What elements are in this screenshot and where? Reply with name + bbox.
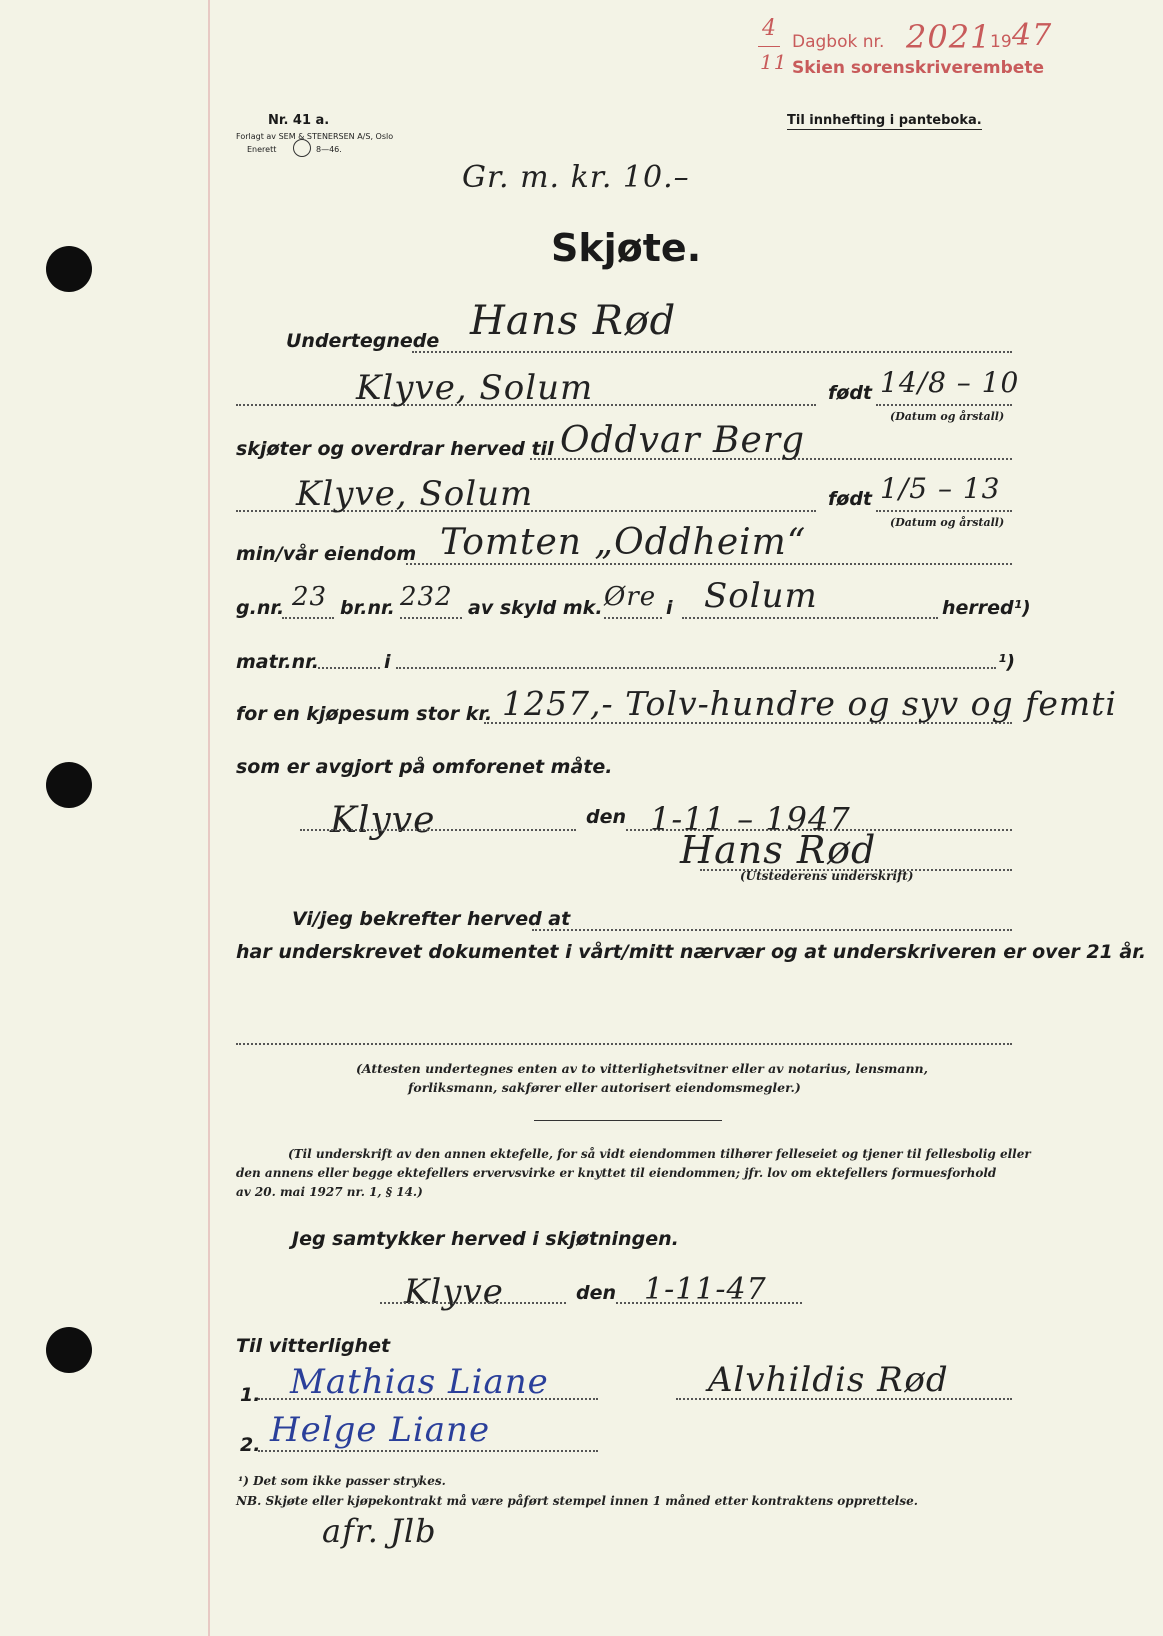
- stamp-year-hand: 47: [1012, 18, 1053, 53]
- place: Klyve: [330, 800, 436, 841]
- publisher-seal-icon: [293, 139, 311, 157]
- undertegnede-label: Undertegnede: [286, 330, 440, 352]
- fodt-label: født: [828, 488, 873, 510]
- margin-rule: [208, 0, 210, 1636]
- witnesses-label: Til vitterlighet: [236, 1335, 391, 1357]
- matr-end: ¹): [998, 651, 1016, 673]
- witness-text-2: har underskrevet dokumentet i vårt/mitt nærvær og at underskriveren er over 21 år.: [236, 941, 1147, 963]
- spouse-note-2: den annens eller begge ektefellers ervervsvirke er knyttet til eiendommen; jfr. lov om ektefellers formuesforhold: [236, 1166, 997, 1180]
- brnr-value: 232: [400, 582, 453, 612]
- fill-line: [682, 617, 938, 619]
- seller-signature: Hans Rød: [680, 828, 877, 872]
- datum-caption: (Datum og årstall): [890, 410, 1005, 423]
- attest-note-2: forliksmann, sakfører eller autorisert eiendomsmegler.): [408, 1080, 801, 1095]
- bottom-handwritten-note: afr. Jlb: [322, 1512, 437, 1550]
- fill-line: [876, 510, 1012, 512]
- gnr-value: 23: [292, 582, 328, 612]
- signature-caption: (Utstederens underskrift): [740, 869, 914, 883]
- skyld-label: av skyld mk.: [468, 597, 603, 619]
- spouse-note-1: (Til underskrift av den annen ektefelle, for så vidt eiendommen tilhører felleseiet og tjener til fellesbolig eller: [288, 1147, 1031, 1161]
- form-number: Nr. 41 a.: [268, 113, 330, 128]
- witness-number-2: 2.: [240, 1434, 261, 1456]
- matr-i-label: i: [384, 651, 391, 673]
- agreed-text: som er avgjort på omforenet måte.: [236, 756, 613, 778]
- matr-label: matr.nr.: [236, 651, 319, 673]
- herred-label: herred¹): [942, 597, 1031, 619]
- price-value: 1257,- Tolv-hundre og syv og femti: [502, 684, 1117, 723]
- fill-line: [604, 617, 662, 619]
- gnr-label: g.nr.: [236, 597, 285, 619]
- fill-line: [396, 667, 996, 669]
- fill-line: [412, 351, 1012, 353]
- separator-rule: [534, 1120, 722, 1121]
- den-label: den: [586, 806, 627, 828]
- datum-caption: (Datum og årstall): [890, 516, 1005, 529]
- property-label: min/vår eiendom: [236, 543, 417, 565]
- footnote-1: ¹) Det som ikke passer strykes.: [238, 1474, 446, 1488]
- spouse-signature: Alvhildis Rød: [708, 1360, 949, 1400]
- stamp-dagbok-number: 2021: [906, 18, 992, 56]
- skyld-value: Øre: [604, 582, 657, 612]
- fill-line: [406, 563, 1012, 565]
- price-label: for en kjøpesum stor kr.: [236, 703, 493, 725]
- witness-name-1: Mathias Liane: [290, 1362, 549, 1402]
- binding-note: Til innhefting i panteboka.: [787, 113, 982, 128]
- witness-name-2: Helge Liane: [270, 1410, 491, 1450]
- seller-address: Klyve, Solum: [356, 368, 594, 408]
- spouse-note-3: av 20. mai 1927 nr. 1, § 14.): [236, 1185, 423, 1199]
- property-name: Tomten „Oddheim“: [440, 522, 807, 563]
- fill-line: [400, 617, 462, 619]
- attest-note-1: (Attesten undertegnes enten av to vitterlighetsvitner eller av notarius, lensmann,: [356, 1061, 928, 1076]
- publisher-date: 8—46.: [316, 145, 342, 154]
- stamp-office: Skien sorenskriverembete: [792, 58, 1044, 78]
- publisher-line: Forlagt av SEM & STENERSEN A/S, Oslo: [236, 132, 394, 141]
- fill-line: [300, 829, 576, 831]
- seller-born: 14/8 – 10: [880, 366, 1020, 399]
- stamp-fraction-bottom: 11: [760, 50, 788, 74]
- witness-number-1: 1.: [240, 1384, 261, 1406]
- fee-note: Gr. m. kr. 10.–: [462, 160, 690, 195]
- stamp-year-print: 19: [990, 32, 1012, 52]
- brnr-label: br.nr.: [340, 597, 395, 619]
- fill-line: [282, 617, 334, 619]
- seller-name: Hans Rød: [470, 298, 677, 344]
- i-label: i: [666, 597, 673, 619]
- punch-hole: [46, 762, 92, 808]
- punch-hole: [46, 246, 92, 292]
- footnote-2: NB. Skjøte eller kjøpekontrakt må være påført stempel innen 1 måned etter kontraktens opprettelse.: [236, 1494, 918, 1508]
- witness-text-1: Vi/jeg bekrefter herved at: [292, 908, 571, 930]
- document-title: Skjøte.: [551, 226, 702, 270]
- stamp-dagbok-label: Dagbok nr.: [792, 32, 885, 52]
- buyer-address: Klyve, Solum: [296, 474, 534, 514]
- stamp-fraction-bar: [758, 46, 780, 47]
- registration-stamp: [760, 16, 1092, 102]
- buyer-born: 1/5 – 13: [880, 472, 1001, 505]
- herred-value: Solum: [704, 576, 818, 616]
- transfer-label: skjøter og overdrar herved til: [236, 438, 554, 460]
- consent-place: Klyve: [404, 1272, 504, 1312]
- fill-line: [380, 1302, 566, 1304]
- consent-date: 1-11-47: [644, 1272, 767, 1307]
- fill-line: [532, 929, 1012, 931]
- consent-text: Jeg samtykker herved i skjøtningen.: [292, 1228, 679, 1250]
- fill-line: [876, 404, 1012, 406]
- fill-line: [236, 1043, 1012, 1045]
- consent-den-label: den: [576, 1282, 617, 1304]
- stamp-fraction-top: 4: [762, 16, 777, 41]
- fill-line: [318, 667, 380, 669]
- buyer-name: Oddvar Berg: [560, 420, 806, 461]
- fill-line: [258, 1450, 598, 1452]
- publisher-enerett: Enerett: [247, 145, 277, 154]
- fodt-label: født: [828, 382, 873, 404]
- punch-hole: [46, 1327, 92, 1373]
- date: 1-11 – 1947: [650, 800, 851, 838]
